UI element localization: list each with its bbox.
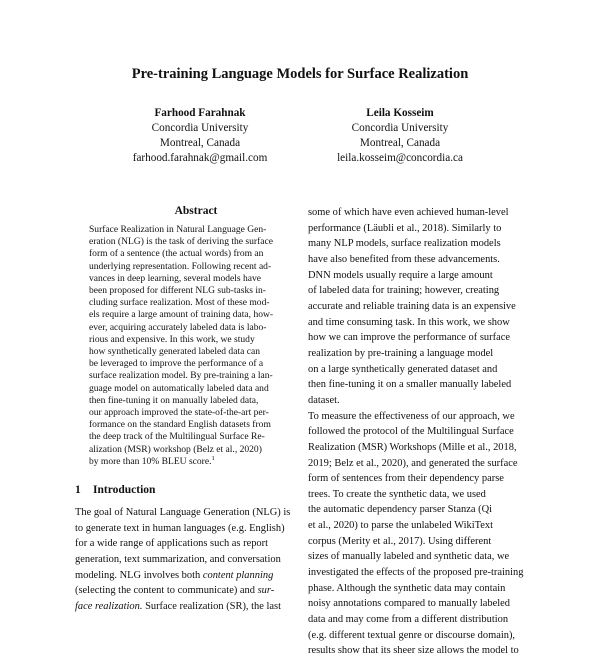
right-col-line: followed the protocol of the Multilingual Surface [308, 426, 514, 438]
abstract-line: els require a large amount of training data, how- [89, 309, 274, 321]
author-name: Leila Kosseim [366, 107, 434, 119]
abstract-last-line [89, 456, 281, 468]
right-col-line: trees. To create the synthetic data, we used [308, 488, 486, 500]
right-col-line: 2019; Belz et al., 2020), and generated the surface [308, 457, 518, 469]
intro-line: for a wide range of applications such as report [75, 538, 269, 550]
right-col-line: and time consuming task. In this work, we show [308, 316, 510, 328]
author-email: leila.kosseim@concordia.ca [337, 152, 463, 164]
author-name: Farhood Farahnak [154, 107, 246, 119]
intro-line-text: modeling. NLG involves both [75, 569, 201, 581]
abstract-line: Surface Realization in Natural Language Gen- [89, 224, 267, 235]
right-col-line: the automatic dependency parser Stanza (Qi [308, 504, 493, 516]
right-col-line: on a large synthetically generated dataset and [308, 363, 498, 375]
right-col-line: realization by pre-training a language model [308, 347, 494, 359]
intro-line: The goal of Natural Language Generation (NLG) is [75, 507, 291, 518]
right-col-line: (e.g. different textual genre or discourse domain), [308, 629, 516, 641]
abstract-line: been proposed for different NLG sub-tasks in- [89, 285, 266, 297]
introduction-body [75, 505, 295, 615]
abstract-line: ever, acquiring accurately labeled data is labo- [89, 321, 267, 333]
intro-line [75, 568, 295, 584]
section-number: 1 [75, 484, 81, 496]
intro-line-text: Surface realization (SR), the last [142, 600, 281, 612]
abstract-line: eration (NLG) is the task of deriving the surface [89, 236, 273, 248]
right-col-line: many NLP models, surface realization models [308, 238, 501, 250]
author-affiliation: Concordia University [351, 122, 449, 134]
footnote-mark: 1 [211, 454, 215, 462]
right-col-line: some of which have even achieved human-level [308, 207, 509, 218]
paper-title: Pre-training Language Models for Surface Realization [131, 66, 469, 82]
section-title: Introduction [93, 484, 156, 496]
abstract-heading: Abstract [174, 205, 218, 217]
author-affiliation: Concordia University [151, 122, 249, 134]
intro-line-text: (selecting the content to communicate) and [75, 585, 255, 597]
abstract-line: then fine-tuning it on manually labeled data, [89, 394, 259, 406]
right-col-line: et al., 2020) to parse the unlabeled WikiText [308, 520, 494, 532]
abstract-line: underlying representation. Following recent ad- [89, 260, 272, 272]
author-block-1 [90, 106, 310, 166]
right-col-line: data and may come from a different distribution [308, 614, 509, 626]
abstract-line: guage model on automatically labeled data and [89, 382, 269, 394]
abstract-line: rious and expensive. In this work, we study [89, 333, 255, 345]
abstract-line: our approach improved the state-of-the-art per- [89, 407, 269, 419]
author-block-2 [290, 106, 510, 166]
abstract-line: cluding surface realization. Most of these mod- [89, 297, 270, 309]
right-col-line: how we can improve the performance of surface [308, 332, 510, 344]
author-location: Montreal, Canada [159, 137, 241, 149]
section-heading-introduction [75, 484, 155, 496]
right-col-line: results show that its sheer size allows the model to [308, 645, 519, 657]
right-col-line: of labeled data for training; however, creating [308, 285, 500, 297]
intro-italic-term: face realization. [75, 600, 143, 612]
right-col-line: sizes of manually labeled and synthetic data, we [308, 551, 510, 563]
abstract-line: how synthetically generated labeled data can [89, 346, 260, 358]
abstract-line: vances in deep learning, several models have [89, 272, 262, 284]
abstract-last-line-text: by more than 10% BLEU score. [89, 455, 212, 467]
abstract-line: formance on the standard English datasets from [89, 419, 271, 431]
right-col-line: then fine-tuning it on a smaller manually labeled [308, 379, 512, 391]
right-col-line: have also benefited from these advancements. [308, 253, 500, 265]
intro-italic-term: content planning [202, 569, 274, 581]
intro-line [75, 583, 295, 599]
right-column-body [308, 205, 530, 659]
abstract-body [89, 224, 281, 468]
right-col-line: Realization (MSR) Workshops (Mille et al., 2018, [308, 441, 517, 453]
right-col-line: investigated the effects of the proposed pre-training [308, 567, 524, 579]
right-col-line: corpus (Merity et al., 2017). Using different [308, 535, 492, 547]
right-col-line: accurate and reliable training data is an expensive [308, 300, 516, 312]
abstract-line: alization (MSR) workshop (Belz et al., 2020) [89, 443, 262, 455]
author-email: farhood.farahnak@gmail.com [132, 152, 268, 164]
right-col-line: form of sentences from their dependency parse [308, 473, 504, 485]
right-col-line: performance (Läubli et al., 2018). Similarly to [308, 222, 502, 234]
right-col-line: DNN models usually require a large amount [308, 269, 493, 281]
right-col-line: To measure the effectiveness of our approach, we [308, 410, 515, 422]
abstract-line: form of a sentence (the actual words) from an [89, 248, 264, 260]
right-col-line: noisy annotations compared to manually labeled [308, 598, 511, 610]
intro-line [75, 599, 295, 615]
abstract-line: surface realization model. By pre-training a lan- [89, 370, 273, 382]
abstract-line: be leveraged to improve the performance of a [89, 358, 264, 370]
author-location: Montreal, Canada [359, 137, 441, 149]
intro-italic-term: sur- [257, 585, 275, 597]
intro-line: generation, text summarization, and conversation [75, 553, 281, 565]
right-col-line: phase. Although the synthetic data may contain [308, 582, 506, 594]
right-col-line: dataset. [308, 394, 340, 406]
intro-line: to generate text in human languages (e.g. English) [75, 522, 285, 534]
abstract-line: the deep track of the Multilingual Surface Re- [89, 431, 265, 443]
